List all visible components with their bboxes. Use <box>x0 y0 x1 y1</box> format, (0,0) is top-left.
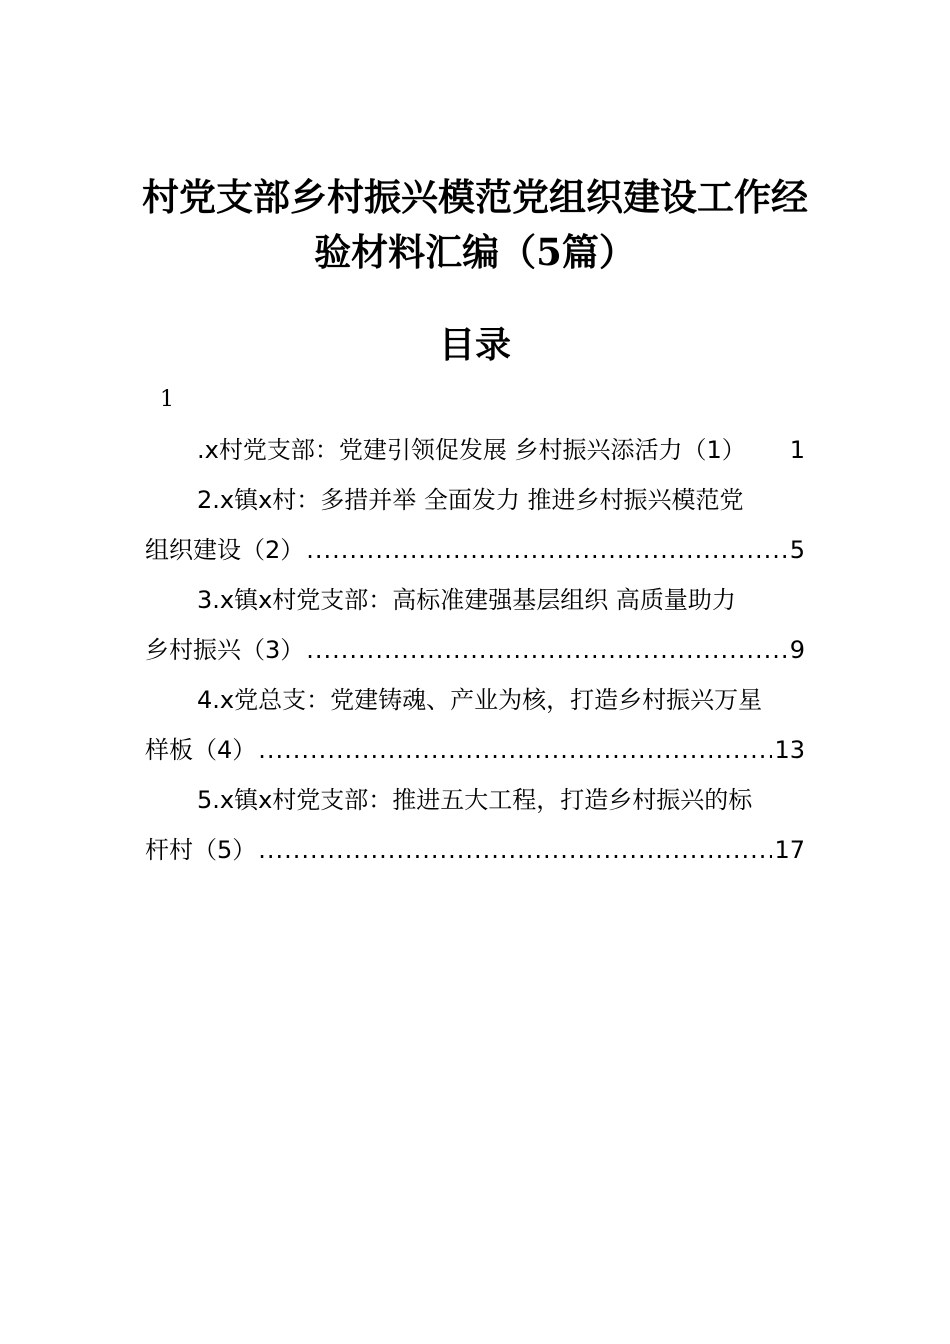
table-of-contents <box>145 425 805 875</box>
toc-page-number: 13 <box>774 736 805 764</box>
toc-entry-5-line-1[interactable] <box>145 775 805 825</box>
stray-number: 1 <box>160 387 174 412</box>
toc-entry-text: 样板（4） <box>145 736 257 764</box>
toc-page-number: 5 <box>789 536 805 564</box>
toc-entry-text: 4.x党总支：党建铸魂、产业为核，打造乡村振兴万星 <box>197 686 763 714</box>
document-title <box>100 170 850 280</box>
toc-leader <box>258 825 772 875</box>
toc-entry-5-line-2[interactable] <box>145 825 805 875</box>
toc-entry-text: 乡村振兴（3） <box>145 636 305 664</box>
document-title-line-2: 验材料汇编（5篇） <box>314 230 636 274</box>
toc-entry-2-line-1[interactable] <box>145 475 805 525</box>
toc-entry-text: 5.x镇x村党支部：推进五大工程，打造乡村振兴的标 <box>197 786 753 814</box>
toc-page-number: 1 <box>789 436 805 464</box>
toc-entry-2-line-2[interactable] <box>145 525 805 575</box>
toc-entry-text: 2.x镇x村：多措并举 全面发力 推进乡村振兴模范党 <box>197 486 744 514</box>
toc-entry-1[interactable] <box>145 425 805 475</box>
toc-leader <box>258 725 772 775</box>
toc-page-number: 17 <box>774 836 805 864</box>
toc-leader <box>306 625 787 675</box>
toc-entry-text: 3.x镇x村党支部：高标准建强基层组织 高质量助力 <box>197 586 736 614</box>
toc-entry-3-line-2[interactable] <box>145 625 805 675</box>
document-title-line-1: 村党支部乡村振兴模范党组织建设工作经 <box>142 175 808 219</box>
toc-entry-text: 杆村（5） <box>145 836 257 864</box>
toc-entry-text: 组织建设（2） <box>145 536 305 564</box>
toc-entry-3-line-1[interactable] <box>145 575 805 625</box>
toc-entry-4-line-2[interactable] <box>145 725 805 775</box>
toc-leader <box>306 525 787 575</box>
toc-page-number: 9 <box>789 636 805 664</box>
toc-entry-4-line-1[interactable] <box>145 675 805 725</box>
toc-heading: 目录 <box>438 324 511 366</box>
toc-entry-text: .x村党支部：党建引领促发展 乡村振兴添活力（1） <box>197 436 746 464</box>
